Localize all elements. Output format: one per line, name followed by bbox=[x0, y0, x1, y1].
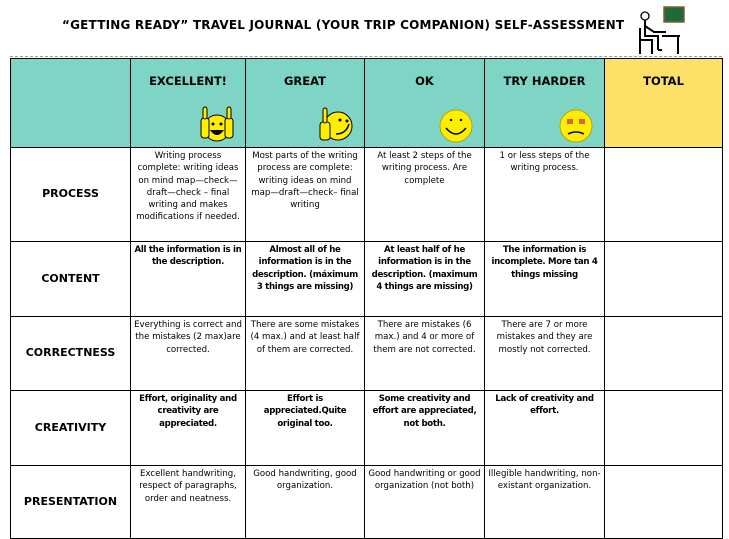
header-great: GREAT bbox=[246, 59, 365, 148]
cell: 1 or less steps of the writing process. bbox=[485, 148, 605, 242]
cell: Most parts of the writing process are complete: writing ideas on mind map—draft—check– final writing bbox=[246, 148, 365, 242]
header-row bbox=[11, 59, 723, 148]
total-cell[interactable] bbox=[605, 391, 723, 466]
row-label: PROCESS bbox=[11, 148, 131, 242]
row-label: PRESENTATION bbox=[11, 466, 131, 539]
cell: Good handwriting or good organization (not both) bbox=[365, 466, 485, 539]
row-label: CORRECTNESS bbox=[11, 317, 131, 391]
sad-face-icon bbox=[558, 108, 594, 144]
header-excellent: EXCELLENT! bbox=[131, 59, 246, 148]
two-thumbs-up-smiley-icon bbox=[199, 104, 235, 144]
cell: Some creativity and effort are appreciated, not both. bbox=[365, 391, 485, 466]
smiley-face-icon bbox=[438, 108, 474, 144]
cell: There are some mistakes (4 max.) and at least half of them are corrected. bbox=[246, 317, 365, 391]
student-at-desk-icon bbox=[636, 6, 686, 56]
header-try-harder: TRY HARDER bbox=[485, 59, 605, 148]
cell: Writing process complete: writing ideas on mind map—check—draft—check – final writing and makes modifications if needed. bbox=[131, 148, 246, 242]
table-row bbox=[11, 466, 723, 539]
cell: All the information is in the description. bbox=[131, 242, 246, 317]
cell: Excellent handwriting, respect of paragraphs, order and neatness. bbox=[131, 466, 246, 539]
row-label: CREATIVITY bbox=[11, 391, 131, 466]
cell: At least half of he information is in the description. (maximum 4 things are missing) bbox=[365, 242, 485, 317]
cell: There are 7 or more mistakes and they are mostly not corrected. bbox=[485, 317, 605, 391]
cell: Effort, originality and creativity are appreciated. bbox=[131, 391, 246, 466]
cell: Good handwriting, good organization. bbox=[246, 466, 365, 539]
total-cell[interactable] bbox=[605, 242, 723, 317]
cell: Lack of creativity and effort. bbox=[485, 391, 605, 466]
cell: Almost all of he information is in the description. (máximum 3 things are missing) bbox=[246, 242, 365, 317]
cell: At least 2 steps of the writing process. Are complete bbox=[365, 148, 485, 242]
table-row bbox=[11, 242, 723, 317]
row-label: CONTENT bbox=[11, 242, 131, 317]
header-total: TOTAL bbox=[605, 59, 723, 148]
cell: There are mistakes (6 max.) and 4 or more of them are not corrected. bbox=[365, 317, 485, 391]
page-title: “GETTING READY” TRAVEL JOURNAL (YOUR TRIP COMPANION) SELF-ASSESSMENT bbox=[62, 18, 625, 32]
table-row bbox=[11, 391, 723, 466]
total-cell[interactable] bbox=[605, 148, 723, 242]
thumbs-up-smiley-icon bbox=[318, 104, 354, 144]
rubric-table bbox=[10, 58, 723, 539]
cell: Everything is correct and the mistakes (2 max)are corrected. bbox=[131, 317, 246, 391]
cell: The information is incomplete. More tan 4 things missing bbox=[485, 242, 605, 317]
corner-cell bbox=[11, 59, 131, 148]
header-ok: OK bbox=[365, 59, 485, 148]
table-row bbox=[11, 317, 723, 391]
cell: Illegible handwriting, non-existant organization. bbox=[485, 466, 605, 539]
total-cell[interactable] bbox=[605, 317, 723, 391]
table-row bbox=[11, 148, 723, 242]
divider bbox=[10, 56, 722, 57]
total-cell[interactable] bbox=[605, 466, 723, 539]
cell: Effort is appreciated.Quite original too. bbox=[246, 391, 365, 466]
